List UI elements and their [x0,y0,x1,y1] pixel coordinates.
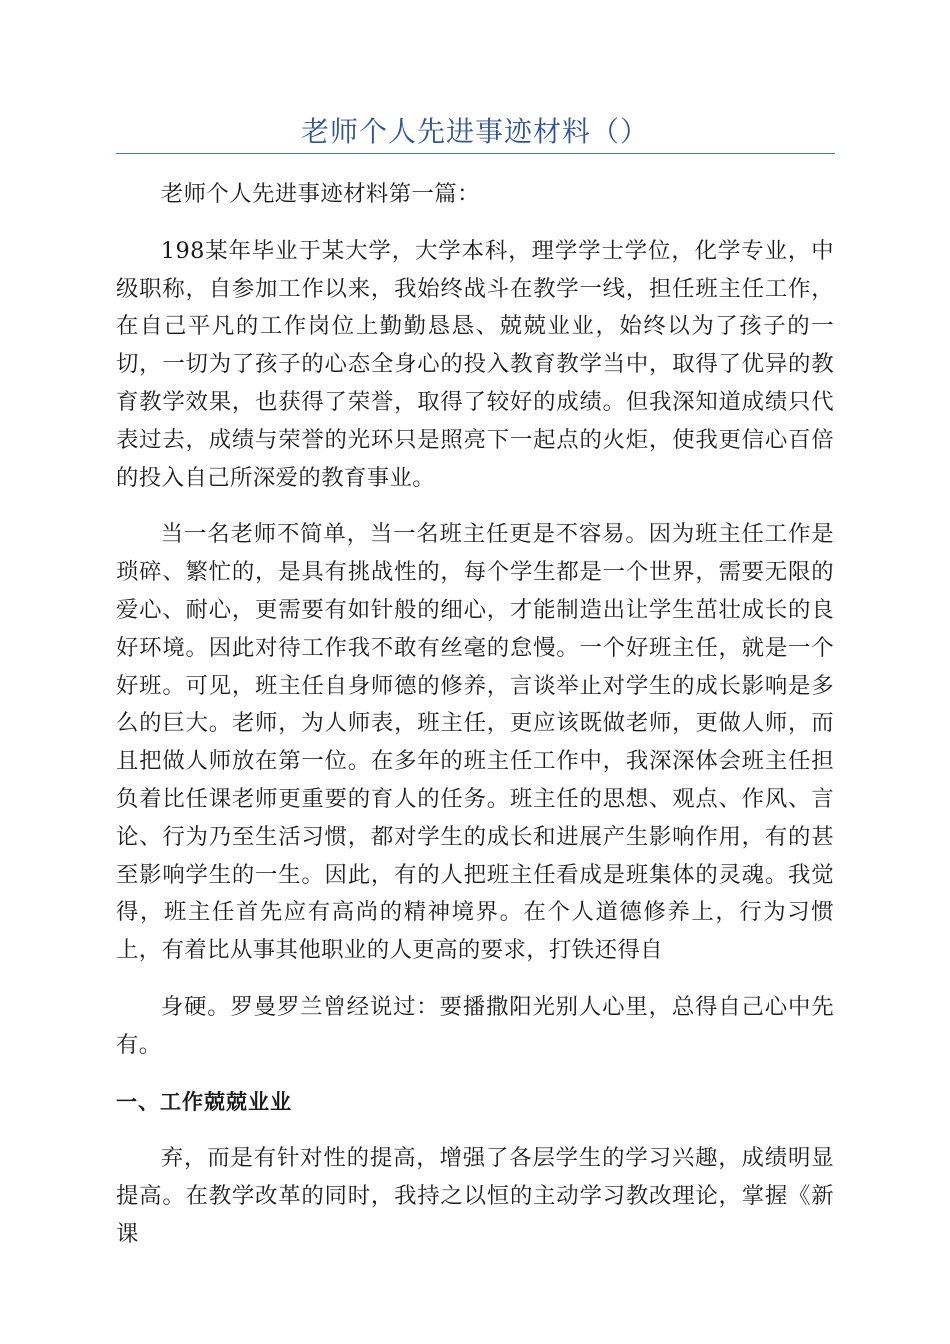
document-body [116,176,834,1254]
paragraph-1: 198某年毕业于某大学，大学本科，理学学士学位，化学专业，中级职称，自参加工作以来，我始终战斗在教学一线，担任班主任工作，在自己平凡的工作岗位上勤勤恳恳、兢兢业业，始终以为了孩子的一切，一切为了孩子的心态全身心的投入教育教学当中，取得了优异的教育教学效果，也获得了荣誉，取得了较好的成绩。但我深知道成绩只代表过去，成绩与荣誉的光环只是照亮下一起点的火炬，使我更信心百倍的投入自己所深爱的教育事业。 [116,237,834,491]
paragraph-3: 身硬。罗曼罗兰曾经说过：要播撒阳光别人心里，总得自己心中先有。 [116,993,834,1058]
paragraph-spacer [116,214,834,233]
paragraph-spacer [116,497,834,516]
section-heading: 一、工作兢兢业业 [116,1089,292,1114]
title-underline [116,153,835,154]
intro-line: 老师个人先进事迹材料第一篇： [160,181,480,207]
document-title: 老师个人先进事迹材料（） [300,115,649,148]
closing-paragraph: 弃，而是有针对性的提高，增强了各层学生的学习兴趣，成绩明显提高。在教学改革的同时，我持之以恒的主动学习教改理论，掌握《新课 [116,1145,834,1247]
paragraph-spacer [116,1065,834,1084]
paragraph-spacer [116,1121,834,1140]
paragraph-spacer [116,970,834,989]
paragraph-2: 当一名老师不简单，当一名班主任更是不容易。因为班主任工作是琐碎、繁忙的，是具有挑战性的，每个学生都是一个世界，需要无限的爱心、耐心，更需要有如针般的细心，才能制造出让学生茁壮成长的良好环境。因此对待工作我不敢有丝毫的怠慢。一个好班主任，就是一个好班。可见，班主任自身师德的修养，言谈举止对学生的成长影响是多么的巨大。老师，为人师表，班主任，更应该既做老师，更做人师，而且把做人师放在第一位。在多年的班主任工作中，我深深体会班主任担负着比任课老师更重要的育人的任务。班主任的思想、观点、作风、言论、行为乃至生活习惯，都对学生的成长和进展产生影响作用，有的甚至影响学生的一生。因此，有的人把班主任看成是班集体的灵魂。我觉得，班主任首先应有高尚的精神境界。在个人道德修养上，行为习惯上，有着比从事其他职业的人更高的要求，打铁还得自 [116,521,834,964]
